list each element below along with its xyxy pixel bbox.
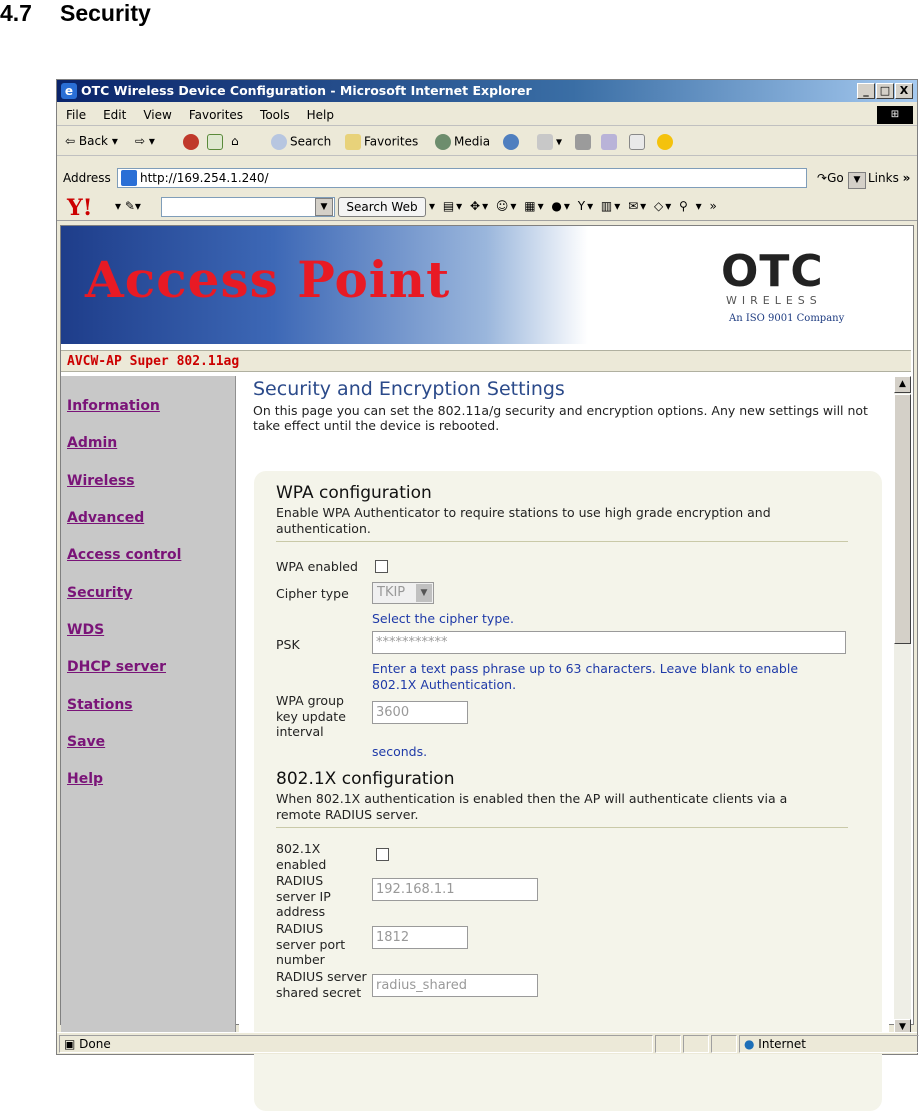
yahoo-toolbar	[57, 193, 917, 221]
dot1x-divider	[276, 827, 848, 828]
yahoo-toolbar-icons[interactable]: ▾ ▤▾ ✥▾ ☺▾ ▦▾ ●▾ Y▾ ▥▾ ✉▾ ◇▾ ⚲ ▾ »	[429, 199, 719, 213]
back-arrow-icon: ⇦	[65, 134, 79, 148]
history-button[interactable]	[503, 134, 522, 150]
dot1x-enabled-label: 802.1X enabled	[276, 841, 327, 872]
security-zone: Internet	[758, 1037, 806, 1051]
address-dropdown-icon[interactable]: ▼	[848, 172, 866, 189]
page-done-icon: ▣	[64, 1037, 80, 1051]
browser-window	[56, 79, 918, 1055]
status-cell	[711, 1035, 737, 1053]
history-icon	[503, 134, 519, 150]
menu-file[interactable]: File	[66, 108, 87, 122]
window-controls	[857, 83, 913, 99]
standard-toolbar	[57, 128, 917, 156]
menu-favorites[interactable]: Favorites	[188, 108, 244, 122]
media-button[interactable]	[435, 134, 490, 150]
go-arrow-icon: ↷	[817, 171, 828, 185]
wpa-section-title: WPA configuration	[276, 483, 432, 503]
smiley-icon	[657, 134, 673, 150]
security-zone-cell	[739, 1035, 919, 1053]
nav-information[interactable]: Information	[67, 398, 160, 414]
radius-secret-label: RADIUS server shared secret	[276, 969, 367, 1000]
wpa-group-key-hint: seconds.	[372, 744, 428, 759]
status-bar	[57, 1032, 917, 1054]
yahoo-search-input[interactable]	[161, 197, 335, 217]
nav-stations[interactable]: Stations	[67, 697, 133, 713]
mail-button[interactable]: ▾	[537, 134, 562, 150]
page-icon	[121, 170, 137, 186]
back-button[interactable]: ⇦ Back ▾	[65, 134, 118, 148]
radius-ip-label: RADIUS server IP address	[276, 873, 331, 919]
otc-logo: OTC	[721, 246, 824, 297]
menu-bar	[57, 104, 917, 126]
cipher-type-hint: Select the cipher type.	[372, 611, 514, 626]
nav-wds[interactable]: WDS	[67, 622, 105, 638]
sidebar-nav	[61, 376, 236, 1036]
nav-admin[interactable]: Admin	[67, 435, 118, 451]
print-button[interactable]	[575, 134, 594, 150]
wpa-enabled-checkbox[interactable]	[375, 560, 388, 573]
windows-logo-icon: ⊞	[877, 106, 913, 124]
status-cell	[655, 1035, 681, 1053]
wpa-divider	[276, 541, 848, 542]
wpa-group-key-input[interactable]: 3600	[372, 701, 468, 724]
title-bar	[57, 80, 917, 102]
otc-logo-subtitle: WIRELESS	[726, 294, 822, 307]
radius-port-input[interactable]: 1812	[372, 926, 468, 949]
wpa-enabled-label: WPA enabled	[276, 559, 358, 574]
status-cell	[683, 1035, 709, 1053]
nav-save[interactable]: Save	[67, 734, 106, 750]
radius-port-label: RADIUS server port number	[276, 921, 346, 967]
menu-tools[interactable]: Tools	[260, 108, 290, 122]
favorites-button[interactable]	[345, 134, 418, 150]
nav-dhcp-server[interactable]: DHCP server	[67, 659, 167, 675]
menu-edit[interactable]: Edit	[103, 108, 127, 122]
menu-view[interactable]: View	[143, 108, 172, 122]
status-text-cell	[59, 1035, 653, 1053]
favorites-icon	[345, 134, 361, 150]
forward-arrow-icon: ⇨ ▾	[135, 134, 155, 148]
mail-icon	[537, 134, 553, 150]
section-title: Security	[60, 0, 151, 26]
wpa-group-key-label: WPA group key update interval	[276, 693, 346, 739]
wpa-section-description: Enable WPA Authenticator to require stations to use high grade encryption and authentication.	[276, 505, 771, 536]
iso-tagline: An ISO 9001 Company	[729, 313, 845, 324]
settings-panel	[254, 471, 882, 1111]
favorites-label: Favorites	[364, 134, 419, 149]
dot1x-section-description: When 802.1X authentication is enabled then the AP will authenticate clients via a remote RADIUS server.	[276, 791, 788, 822]
refresh-icon	[207, 134, 223, 150]
cipher-type-select[interactable]	[372, 582, 434, 604]
cipher-type-label: Cipher type	[276, 586, 349, 601]
address-url: http://169.254.1.240/	[140, 171, 269, 185]
yahoo-search-web-button[interactable]: Search Web	[338, 197, 426, 217]
chevron-down-icon: ▼	[416, 584, 432, 602]
status-text: Done	[79, 1037, 111, 1051]
yahoo-logo[interactable]: Y!	[67, 195, 93, 221]
home-icon: ⌂	[231, 134, 239, 148]
home-button[interactable]	[231, 134, 239, 148]
model-name: AVCW-AP Super 802.11ag	[67, 354, 240, 369]
internet-globe-icon: ●	[744, 1037, 759, 1051]
header-banner	[61, 226, 911, 344]
address-bar	[57, 166, 917, 190]
nav-security[interactable]: Security	[67, 585, 133, 601]
minimize-button[interactable]: _	[857, 83, 875, 99]
psk-label: PSK	[276, 637, 300, 652]
messenger-button[interactable]	[657, 134, 676, 150]
back-label: Back	[78, 134, 109, 148]
address-label: Address	[63, 171, 111, 185]
edit-button[interactable]	[601, 134, 620, 150]
nav-wireless[interactable]: Wireless	[67, 473, 135, 489]
dot1x-enabled-checkbox[interactable]	[376, 848, 389, 861]
vertical-scrollbar[interactable]	[894, 376, 911, 1036]
close-button[interactable]: X	[895, 83, 913, 99]
nav-help[interactable]: Help	[67, 771, 104, 787]
search-label: Search	[290, 134, 332, 149]
scroll-up-icon[interactable]: ▲	[894, 376, 911, 393]
page-intro: On this page you can set the 802.11a/g security and encryption options. Any new settings will not take effect until the device is rebooted.	[253, 403, 868, 433]
nav-access-control[interactable]: Access control	[67, 547, 182, 563]
window-title: OTC Wireless Device Configuration - Microsoft Internet Explorer	[81, 83, 532, 98]
search-icon	[271, 134, 287, 150]
go-button[interactable]	[817, 171, 844, 185]
ie-icon: e	[61, 83, 77, 99]
psk-hint: Enter a text pass phrase up to 63 characters. Leave blank to enable 802.1X Authentication.	[372, 661, 799, 692]
psk-input[interactable]: ***********	[372, 631, 846, 654]
dot1x-section-title: 802.1X configuration	[276, 769, 455, 789]
media-icon	[435, 134, 451, 150]
refresh-button[interactable]	[207, 134, 226, 150]
nav-advanced[interactable]: Advanced	[67, 510, 145, 526]
main-content	[239, 376, 889, 1036]
discuss-button[interactable]	[629, 134, 648, 150]
scroll-thumb[interactable]	[894, 394, 911, 644]
stop-button[interactable]	[183, 134, 202, 150]
web-page	[60, 225, 914, 1032]
edit-icon	[601, 134, 617, 150]
model-bar	[61, 350, 911, 372]
search-button[interactable]	[271, 134, 331, 150]
menu-help[interactable]: Help	[306, 108, 334, 122]
page-title: Security and Encryption Settings	[253, 378, 565, 400]
forward-button[interactable]	[135, 134, 155, 148]
links-button[interactable]: Links »	[868, 171, 911, 185]
media-label: Media	[454, 134, 491, 149]
links-label: Links	[868, 171, 899, 185]
stop-icon	[183, 134, 199, 150]
scroll-down-icon[interactable]: ▼	[894, 1019, 911, 1036]
maximize-button[interactable]: □	[876, 83, 894, 99]
print-icon	[575, 134, 591, 150]
discuss-icon	[629, 134, 645, 150]
cipher-type-value: TKIP	[377, 585, 406, 600]
section-number: 4.7	[0, 0, 32, 26]
radius-ip-input[interactable]: 192.168.1.1	[372, 878, 538, 901]
banner-title: Access Point	[85, 250, 451, 309]
yahoo-search-dropdown-icon[interactable]: ▼	[315, 198, 333, 216]
document-section-heading	[0, 0, 151, 27]
radius-secret-input[interactable]: radius_shared	[372, 974, 538, 997]
yahoo-pencil-icon[interactable]: ▾ ✎▾	[115, 199, 141, 213]
go-label: Go	[827, 171, 844, 185]
